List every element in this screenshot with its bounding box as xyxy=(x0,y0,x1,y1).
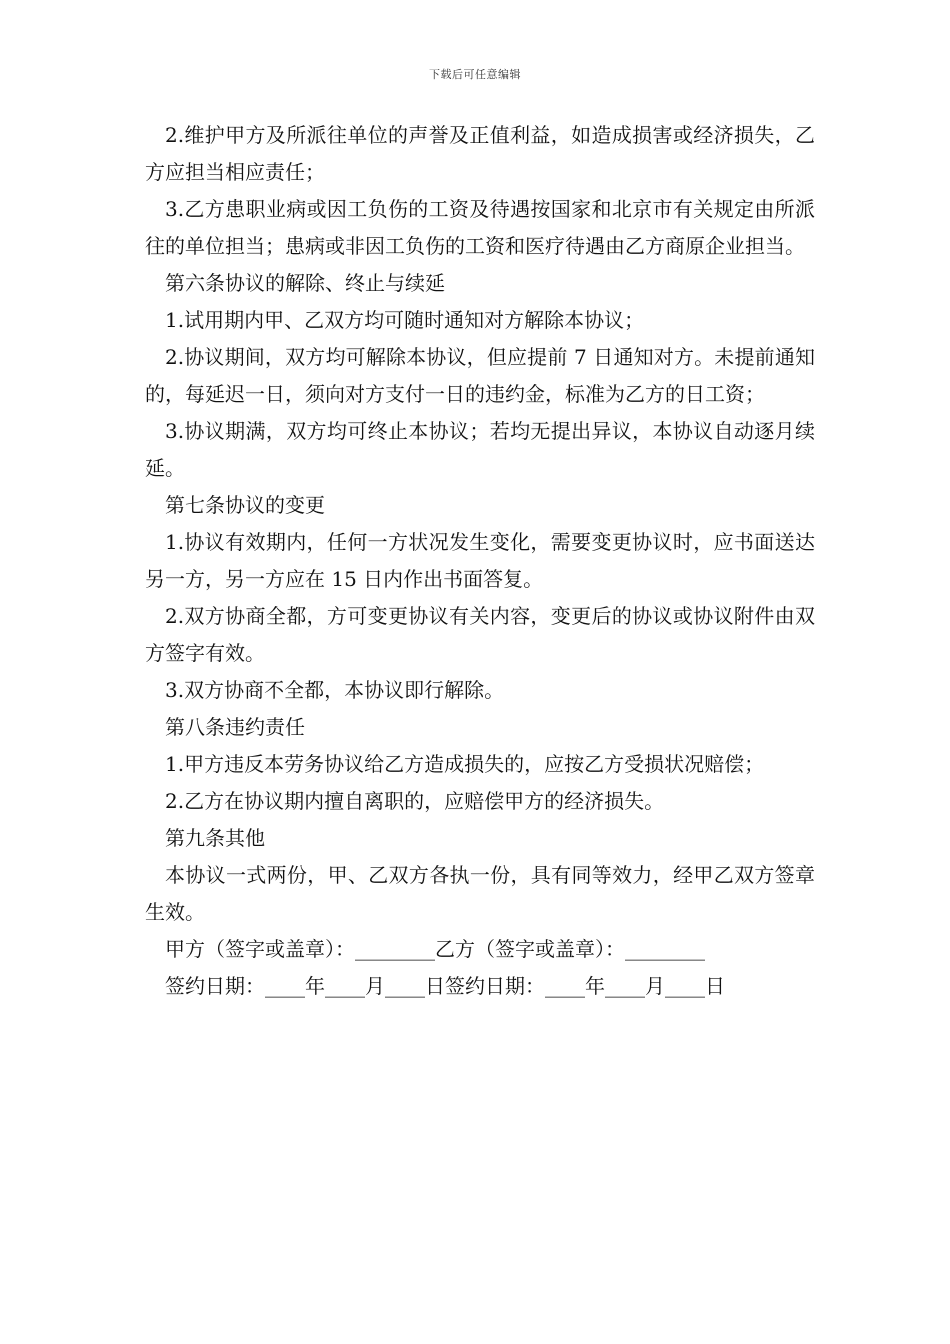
paragraph-article-6-item-3: 3.协议期满，双方均可终止本协议；若均无提出异议，本协议自动逐月续延。 xyxy=(145,419,815,480)
paragraph-article-7-item-2: 2.双方协商全都，方可变更协议有关内容，变更后的协议或协议附件由双方签字有效。 xyxy=(145,604,815,665)
paragraph-article-8-item-2: 2.乙方在协议期内擅自离职的，应赔偿甲方的经济损失。 xyxy=(165,789,665,813)
signing-date-line: 签约日期：____年____月____日签约日期：____年____月____日 xyxy=(165,974,725,998)
paragraph-article-7-item-1: 1.协议有效期内，任何一方状况发生变化，需要变更协议时，应书面送达另一方，另一方应在 15 日内作出书面答复。 xyxy=(145,530,815,591)
section-heading-article-6: 第六条协议的解除、终止与续延 xyxy=(165,271,445,295)
paragraph-article-6-item-2: 2.协议期间，双方均可解除本协议，但应提前 7 日通知对方。未提前通知的，每延迟一日，须向对方支付一日的违约金，标准为乙方的日工资； xyxy=(145,345,815,406)
section-heading-article-9: 第九条其他 xyxy=(165,826,265,850)
paragraph-article-6-item-1: 1.试用期内甲、乙双方均可随时通知对方解除本协议； xyxy=(165,308,645,332)
section-heading-article-7: 第七条协议的变更 xyxy=(165,493,325,517)
document-body xyxy=(145,117,815,1005)
paragraph-item-3: 3.乙方患职业病或因工负伤的工资及待遇按国家和北京市有关规定由所派往的单位担当；患病或非因工负伤的工资和医疗待遇由乙方商原企业担当。 xyxy=(145,197,815,258)
paragraph-article-7-item-3: 3.双方协商不全都，本协议即行解除。 xyxy=(165,678,505,702)
signature-line: 甲方（签字或盖章）：________乙方（签字或盖章）：________ xyxy=(165,937,705,961)
page-header: 下载后可任意编辑 xyxy=(429,68,521,81)
paragraph-article-8-item-1: 1.甲方违反本劳务协议给乙方造成损失的，应按乙方受损状况赔偿； xyxy=(165,752,765,776)
section-heading-article-8: 第八条违约责任 xyxy=(165,715,305,739)
paragraph-article-9-body: 本协议一式两份，甲、乙双方各执一份，具有同等效力，经甲乙双方签章生效。 xyxy=(145,863,815,924)
paragraph-item-2: 2.维护甲方及所派往单位的声誉及正值利益，如造成损害或经济损失，乙方应担当相应责任； xyxy=(145,123,815,184)
